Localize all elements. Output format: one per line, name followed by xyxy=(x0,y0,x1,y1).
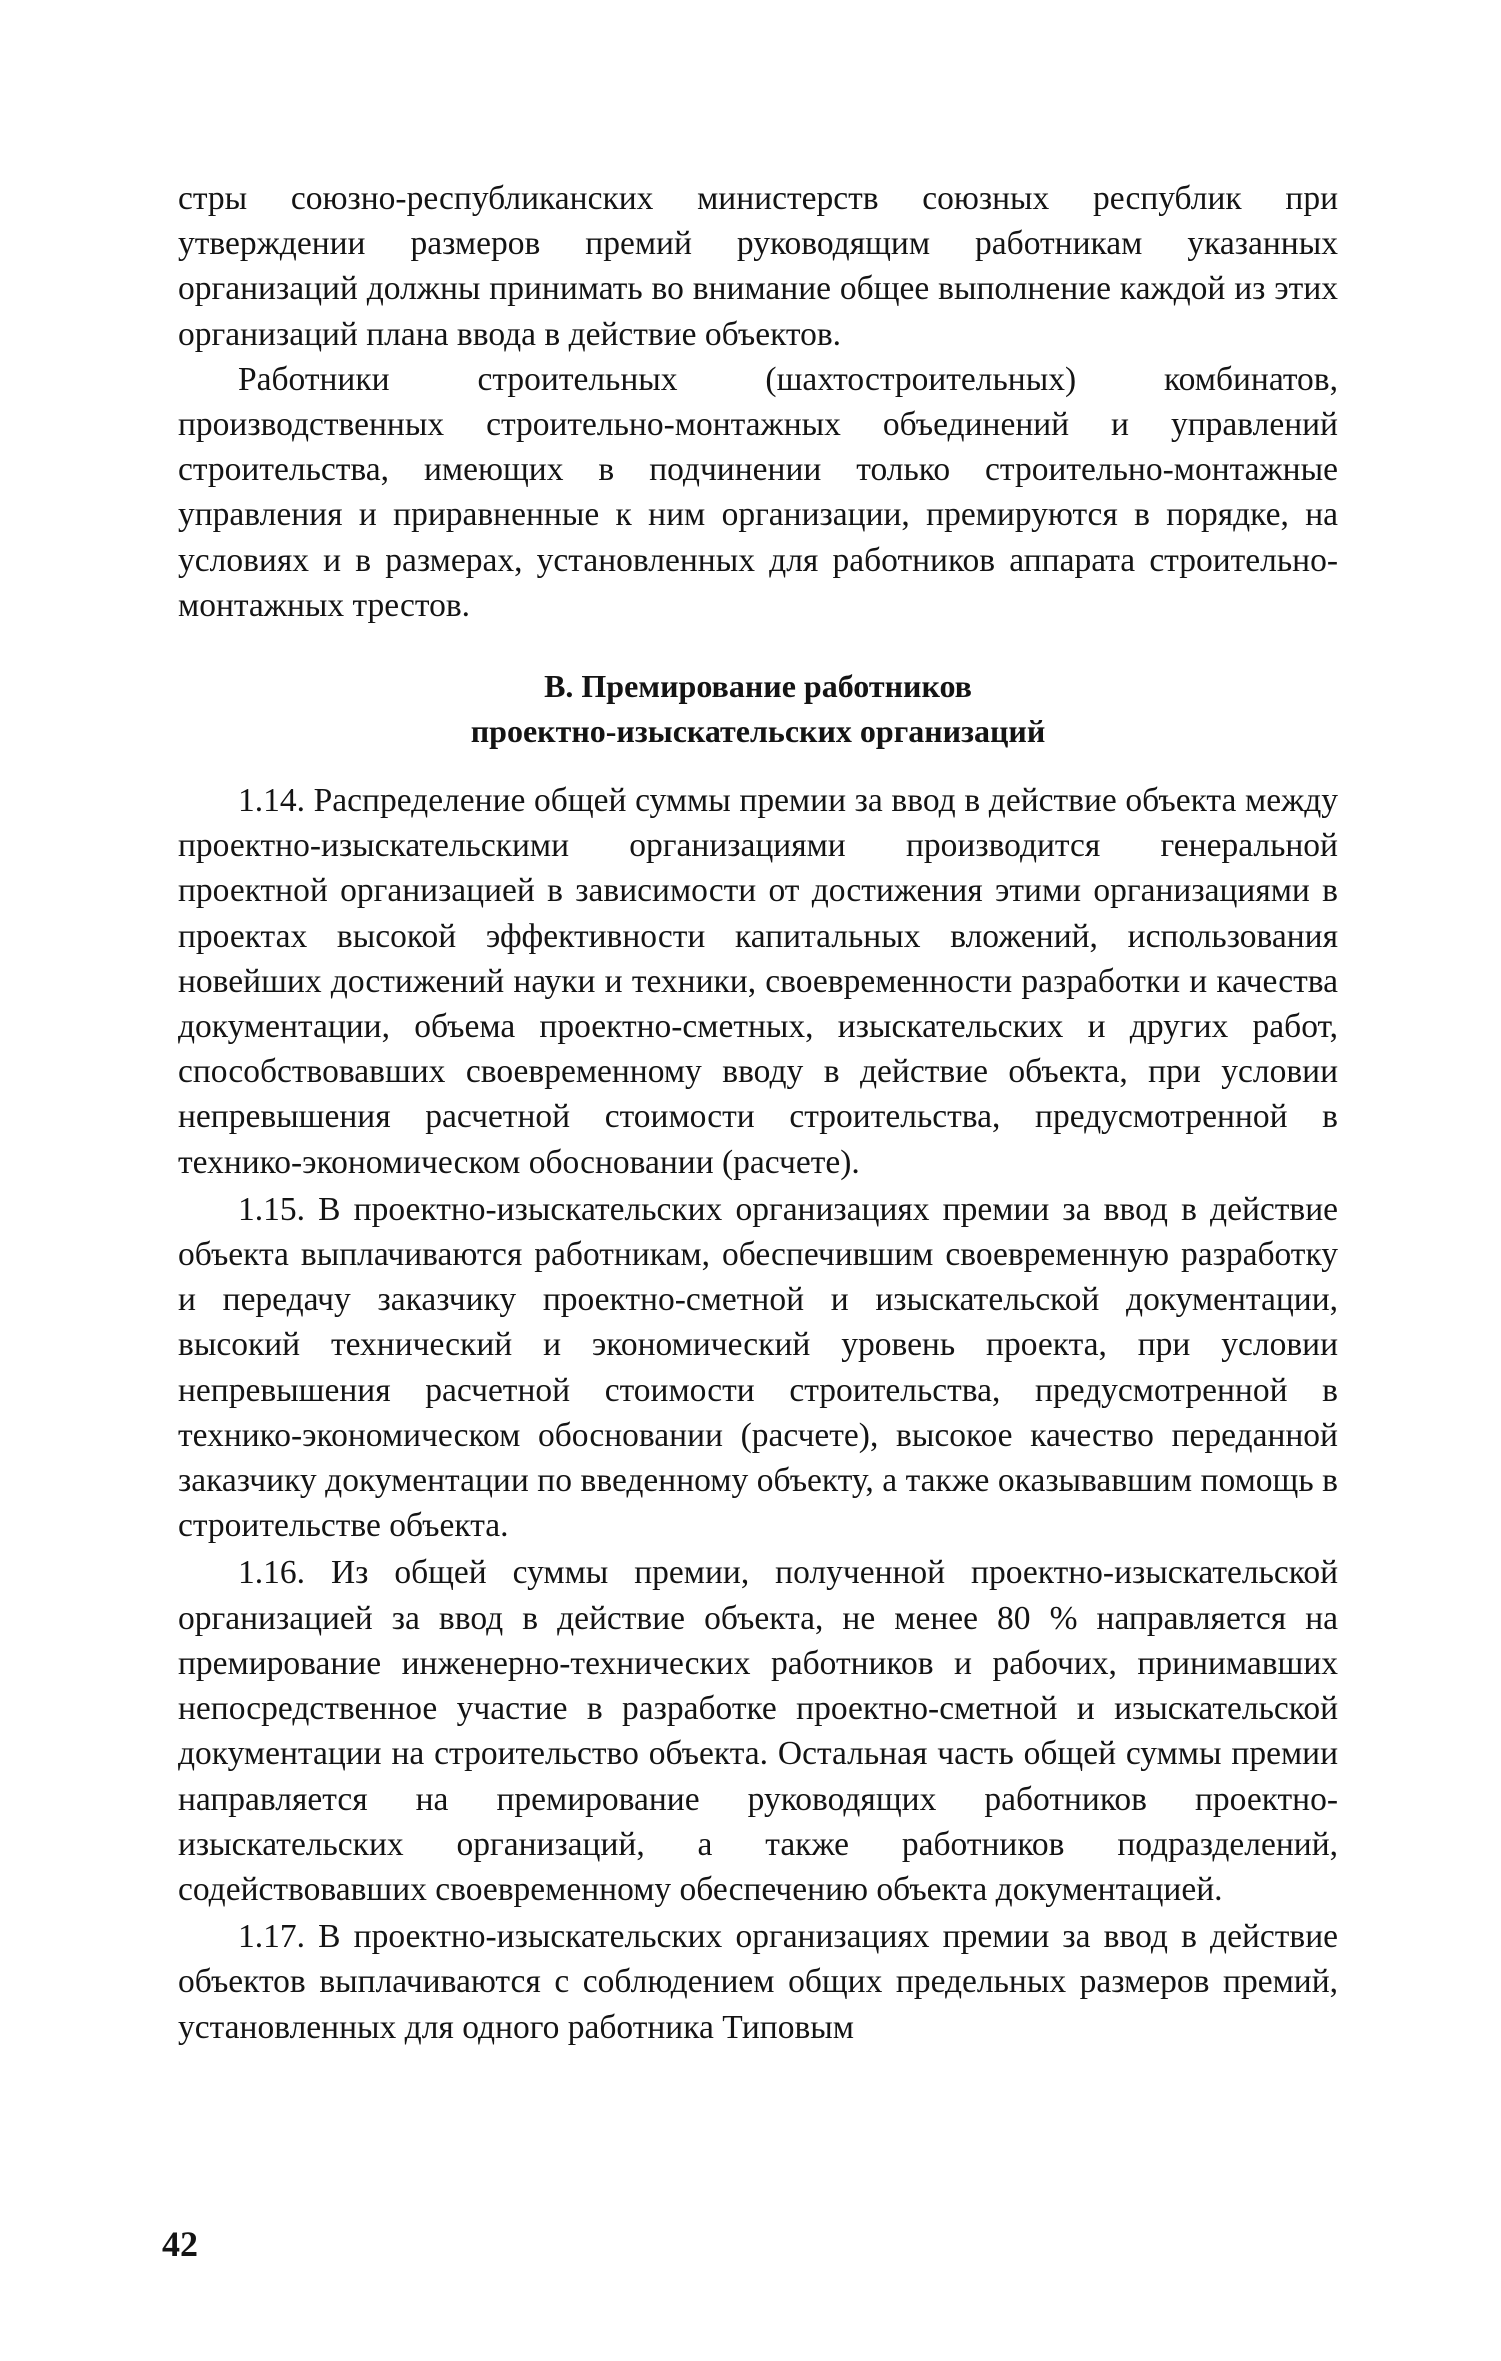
paragraph-workers-bonus: Работники строительных (шахтостроительных) комбинатов, производственных строительно-монтажных объединений и управлений строительства, имеющих в подчинении только строительно-монтажные управления и приравненные к ним организации, премируются в порядке, на условиях и в размерах, установленных для работников аппарата строительно-монтажных трестов. xyxy=(178,360,1338,624)
clause-1-14 xyxy=(178,778,1338,1185)
section-heading xyxy=(178,664,1338,754)
clause-1-17 xyxy=(178,1914,1338,2050)
clause-number: 1.16. xyxy=(238,1554,305,1592)
clause-1-16 xyxy=(178,1550,1338,1912)
clause-1-15 xyxy=(178,1187,1338,1549)
paragraph-continuation: стры союзно-республиканских министерств союзных республик при утверждении размеров премий руководящим работникам указанных организаций должны принимать во внимание общее выполнение каждой из этих организаций плана ввода в действие объектов. xyxy=(178,180,1338,353)
document-page xyxy=(178,176,1338,2050)
clause-number: 1.15. xyxy=(238,1190,305,1228)
section-heading-line-1: В. Премирование работников xyxy=(544,668,972,705)
page-number: 42 xyxy=(162,2224,198,2264)
clause-number: 1.17. xyxy=(238,1918,305,1956)
clause-text: Распределение общей суммы премии за ввод в действие объекта между проектно-изыскательскими организациями производится генеральной проектной организацией в зависимости от достижения этими организациями в проектах высокой эффективности капитальных вложений, использования новейших достижений науки и техники, своевременности разработки и качества документации, объема проектно-сметных, изыскательских и других работ, способствовавших своевременному вводу в действие объекта, при условии непревышения расчетной стоимости строительства, предусмотренной в технико-экономическом обосновании (расчете). xyxy=(178,782,1339,1181)
section-heading-line-2: проектно-изыскательских организаций xyxy=(470,713,1046,750)
clause-text: Из общей суммы премии, полученной проектно-изыскательской организацией за ввод в действие объекта, не менее 80 % направляется на премирование инженерно-технических работников и рабочих, принимавших непосредственное участие в разработке проектно-сметной и изыскательской документации на строительство объекта. Остальная часть общей суммы премии направляется на премирование руководящих работников проектно-изыскательских организаций, а также работников подразделений, содействовавших своевременному обеспечению объекта документацией. xyxy=(178,1554,1338,1908)
clause-number: 1.14. xyxy=(238,782,305,820)
clause-text: В проектно-изыскательских организациях премии за ввод в действие объектов выплачиваются с соблюдением общих предельных размеров премий, установленных для одного работника Типовым xyxy=(178,1918,1339,2046)
clause-text: В проектно-изыскательских организациях премии за ввод в действие объекта выплачиваются работникам, обеспечившим своевременную разработку и передачу заказчику проектно-сметной и изыскательской документации, высокий технический и экономический уровень проекта, при условии непревышения расчетной стоимости строительства, предусмотренной в технико-экономическом обосновании (расчете), высокое качество переданной заказчику документации по введенному объекту, а также оказывавшим помощь в строительстве объекта. xyxy=(178,1190,1339,1545)
